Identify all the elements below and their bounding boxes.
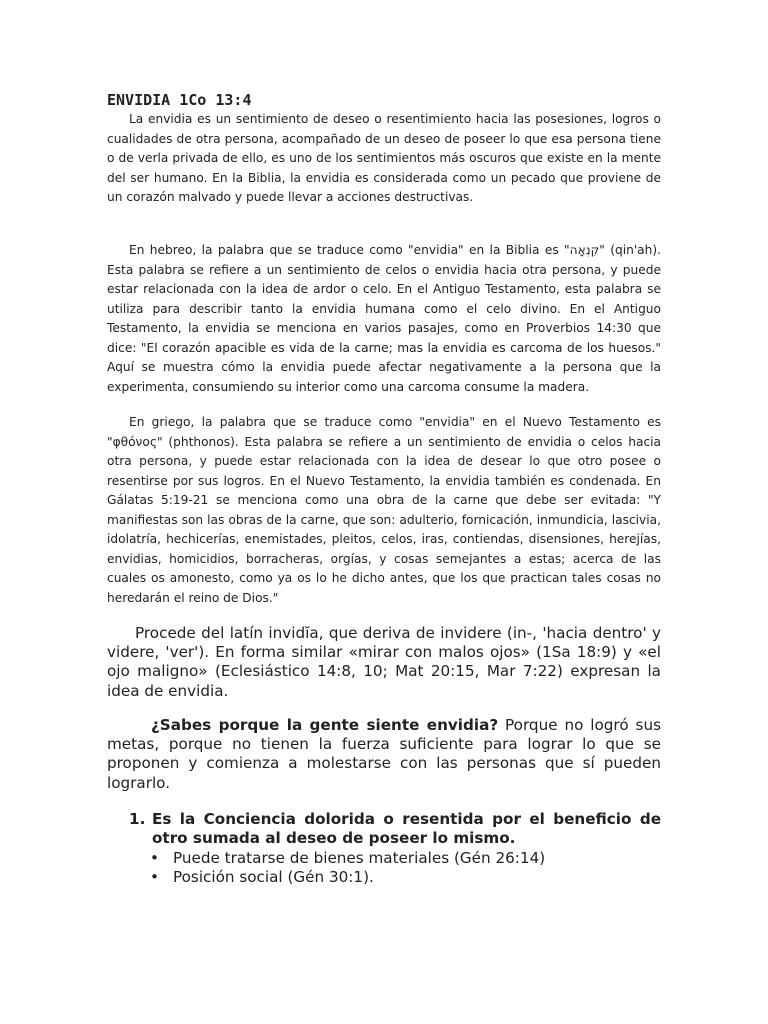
paragraph-intro: La envidia es un sentimiento de deseo o resentimiento hacia las posesiones, logros o cualidades de otra persona, acompañado de un deseo de poseer lo que esa persona tiene o de verla privada de ello, es uno de los sentimientos más oscuros que existe en la mente del ser humano. En la Biblia, la envidia es considerada como un pecado que proviene de un corazón malvado y puede llevar a acciones destructivas.: [107, 112, 661, 204]
bullet-text: Puede tratarse de bienes materiales (Gén 26:14): [173, 849, 546, 867]
paragraph-greek: En griego, la palabra que se traduce como "envidia" en el Nuevo Testamento es "φθόνος" (phthonos). Esta palabra se refiere a un sentimiento de envidia o celos hacia otra persona, y puede estar relacionada con la idea de desear lo que otro posee o resentirse por sus logros. En el Nuevo Testamento, la envidia también es condenada. En Gálatas 5:19-21 se menciona como una obra de la carne que debe ser evitada: "Y manifiestas son las obras de la carne, que son: adulterio, fornicación, inmundicia, lascivia, idolatría, hechicerías, enemistades, pleitos, celos, iras, contiendas, disensiones, herejías, envidias, homicidios, borracheras, orgías, y cosas semejantes a estas; acerca de las cuales os amonesto, como ya os lo he dicho antes, que los que practican tales cosas no heredarán el reino de Dios.": [107, 415, 661, 605]
list-item: [150, 868, 545, 887]
list-item-number: 1.: [129, 810, 146, 828]
list-item: [150, 849, 545, 868]
paragraph-question: [107, 716, 661, 793]
paragraph-latin: Procede del latín invidĭa, que deriva de invidere (in-, 'hacia dentro' y videre, 'ver'). En forma similar «mirar con malos ojos» (1Sa 18:9) y «el ojo maligno» (Eclesiástico 14:8, 10; Mat 20:15, Mar 7:22) expresan la idea de envidia.: [107, 624, 661, 700]
bullet-list: [150, 849, 545, 887]
list-item-text: Es la Conciencia dolorida o resentida por el beneficio de otro sumada al deseo de poseer lo mismo.: [152, 810, 661, 848]
bullet-icon: •: [150, 849, 159, 867]
paragraph-hebrew: En hebreo, la palabra que se traduce como "envidia" en la Biblia es "קִנְאָה" (qin'ah). Esta palabra se refiere a un sentimiento de celos o envidia hacia otra persona, y puede estar relacionada con la idea de ardor o celo. En el Antiguo Testamento, esta palabra se utiliza para describir tanto la envidia humana como el celo divino. En el Antiguo Testamento, la envidia se menciona en varios pasajes, como en Proverbios 14:30 que dice: "El corazón apacible es vida de la carne; mas la envidia es carcoma de los huesos." Aquí se muestra cómo la envidia puede afectar negativamente a la persona que la experimenta, consumiendo su interior como una carcoma consume la madera.: [107, 243, 661, 394]
bullet-text: Posición social (Gén 30:1).: [173, 868, 374, 887]
question-rest: Porque no logró sus metas, porque no tienen la fuerza suficiente para lograr lo que se proponen y comienza a molestarse con las personas que sí pueden lograrlo.: [107, 716, 661, 792]
bullet-icon: •: [150, 868, 159, 887]
page-title: ENVIDIA 1Co 13:4: [107, 91, 252, 109]
question-bold: ¿Sabes porque la gente siente envidia?: [151, 716, 499, 734]
